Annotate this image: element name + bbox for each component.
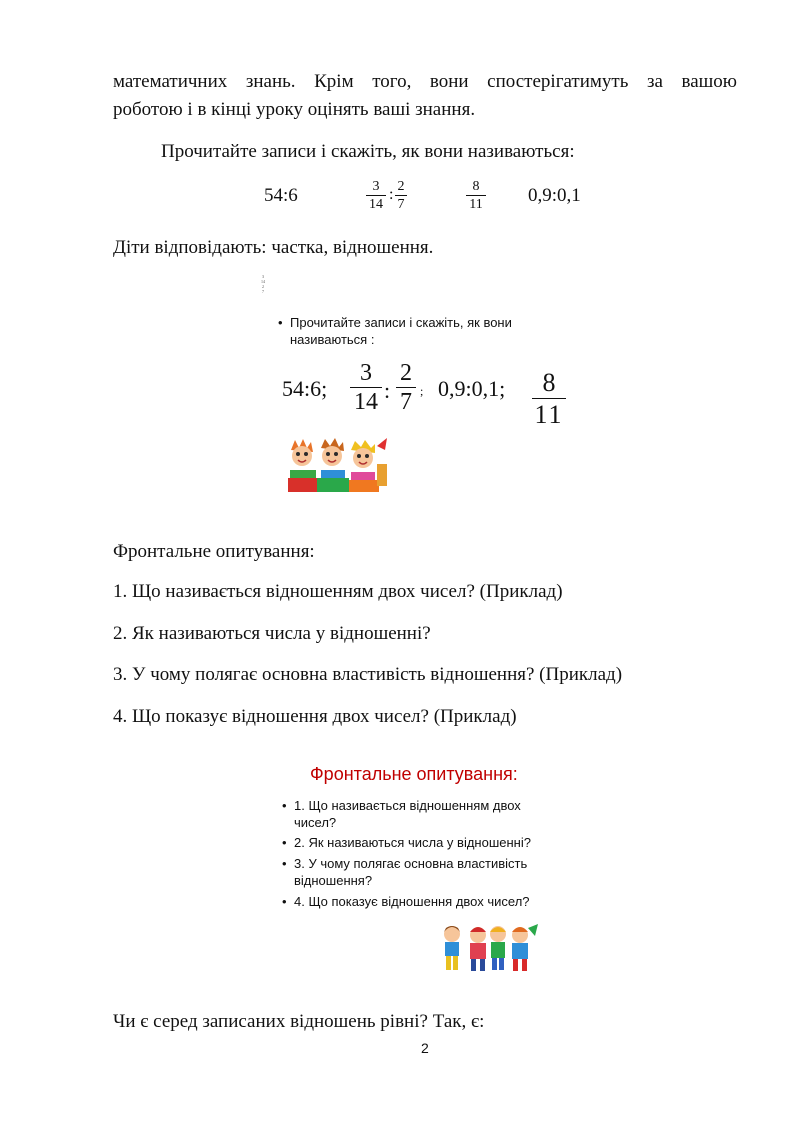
slide2-bullet-3: • 3. У чому полягає основна властивість відношення? <box>282 856 528 888</box>
question-1: 1. Що називається відношенням двох чисел? (Приклад) <box>113 581 563 602</box>
fraction-numerator: 3 <box>372 179 380 194</box>
bullet-dot-icon: • <box>282 798 287 813</box>
slide1-fraction-3-14: 3 14 <box>350 359 382 416</box>
page-number: 2 <box>421 1040 429 1056</box>
question-2: 2. Як називаються числа у відношенні? <box>113 623 431 644</box>
slide2-bullet-4: • 4. Що показує відношення двох чисел? <box>282 894 530 909</box>
fraction-denominator: 14 <box>369 197 383 212</box>
bullet-dot-icon: • <box>282 856 287 871</box>
slide1-expression-0-9-0-1: 0,9:0,1; <box>438 376 506 401</box>
slide1-colon: : <box>384 378 391 403</box>
intro-line-2: роботою і в кінці уроку оцінять ваші знання. <box>113 99 476 120</box>
question-4: 4. Що показує відношення двох чисел? (Приклад) <box>113 706 517 727</box>
slide2-bullet-1: • 1. Що називається відношенням двох чисел? <box>282 798 521 830</box>
kids-group-illustration <box>440 922 540 976</box>
fraction-denominator: 11 <box>469 197 483 212</box>
intro-line-1: математичних знань. Крім того, вони спостерігатимуть за вашою <box>113 71 737 92</box>
question-3: 3. У чому полягає основна властивість відношення? (Приклад) <box>113 664 623 685</box>
fraction-2-7 <box>395 178 407 213</box>
fraction-numerator: 2 <box>397 179 405 194</box>
slide1-expression-54-6: 54:6; <box>282 376 328 401</box>
bullet-dot-icon: • <box>282 894 287 909</box>
instruction-text: Прочитайте записи і скажіть, як вони називаються: <box>161 141 575 162</box>
tiny-fraction-artifact: 3 14 2 7 <box>261 274 265 294</box>
fraction-numerator: 8 <box>472 179 480 194</box>
slide1-bullet: • Прочитайте записи і скажіть, як вони називаються : <box>278 315 512 347</box>
bullet-dot-icon: • <box>282 835 287 850</box>
final-question: Чи є серед записаних відношень рівні? Так, є: <box>113 1011 485 1032</box>
fraction-3-14 <box>366 178 386 213</box>
slide1-fraction-8-11: 8 11 <box>532 367 566 430</box>
division-colon: : <box>389 186 394 203</box>
expression-54-6: 54:6 <box>264 185 298 206</box>
slide2-title: Фронтальне опитування: <box>310 764 518 784</box>
slide1-fraction-2-7: 2 7 <box>396 359 416 416</box>
slide1-semicolon: ; <box>420 384 424 398</box>
bullet-dot-icon: • <box>278 315 283 330</box>
fraction-denominator: 7 <box>397 197 405 212</box>
answer-text: Діти відповідають: частка, відношення. <box>113 237 434 258</box>
slide2-bullet-2: • 2. Як називаються числа у відношенні? <box>282 835 531 850</box>
survey-heading: Фронтальне опитування: <box>113 541 315 562</box>
fraction-8-11 <box>466 178 486 213</box>
kids-reading-illustration <box>285 436 390 500</box>
expression-0-9-0-1: 0,9:0,1 <box>528 185 581 206</box>
